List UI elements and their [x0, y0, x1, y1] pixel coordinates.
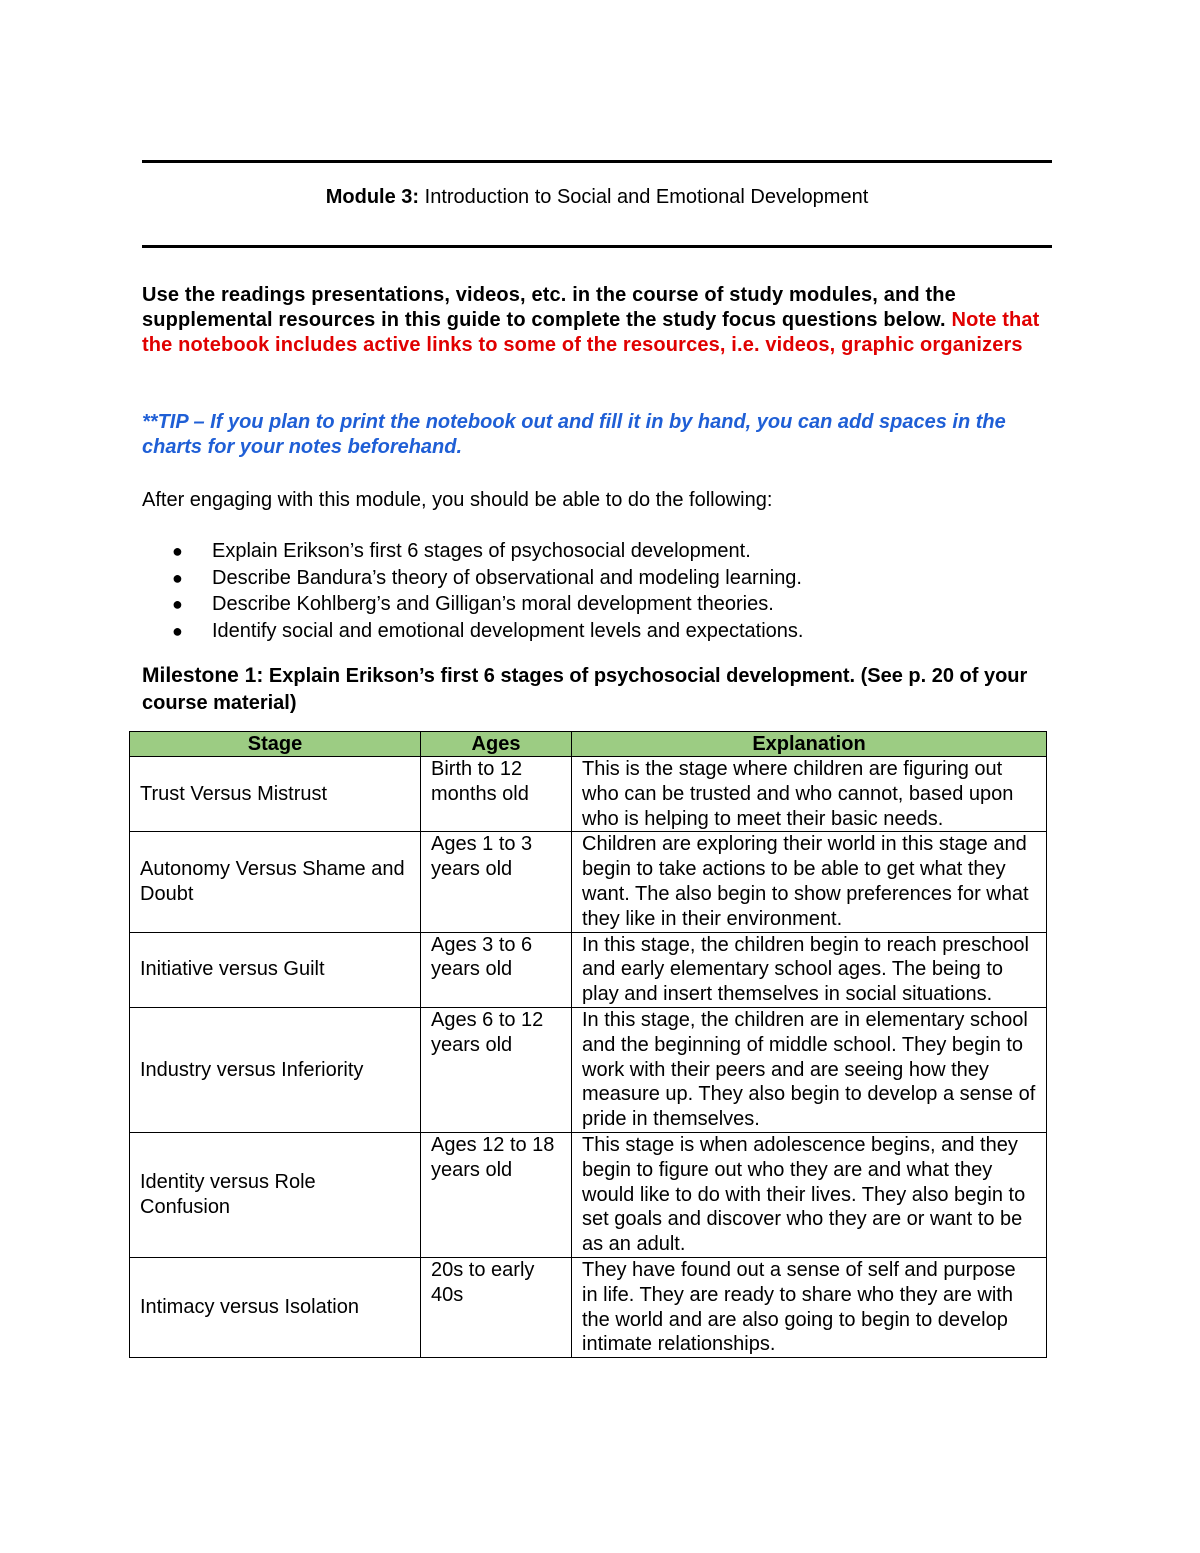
- top-divider: [142, 160, 1052, 163]
- explanation-cell: This is the stage where children are figuring out who can be trusted and who cannot, based upon who is helping to meet their basic needs.: [572, 757, 1047, 832]
- erikson-stages-table: [129, 731, 1047, 1358]
- bottom-divider: [142, 245, 1052, 248]
- table-row: [130, 832, 1047, 932]
- list-item: [142, 538, 1062, 565]
- table-row: [130, 757, 1047, 832]
- stage-cell: Industry versus Inferiority: [130, 1007, 421, 1132]
- intro-paragraph: After engaging with this module, you should be able to do the following:: [142, 489, 773, 511]
- ages-cell: Ages 12 to 18 years old: [421, 1132, 572, 1257]
- milestone-text: Explain Erikson’s first 6 stages of psychosocial development. (See p. 20 of your course material): [142, 665, 1028, 714]
- table-row: [130, 1007, 1047, 1132]
- explanation-cell: They have found out a sense of self and purpose in life. They are ready to share who they are with the world and are also going to begin to develop intimate relationships.: [572, 1257, 1047, 1357]
- instructions-paragraph: [142, 283, 1062, 358]
- objective-text: Identify social and emotional development levels and expectations.: [212, 620, 804, 643]
- bullet-icon: ●: [172, 594, 183, 615]
- instructions-main: Use the readings presentations, videos, etc. in the course of study modules, and the supplemental resources in this guide to complete the study focus questions below.: [142, 284, 956, 331]
- table-row: [130, 932, 1047, 1007]
- explanation-cell: In this stage, the children are in elementary school and the beginning of middle school. They begin to work with their peers and are seeing how they measure up. They also begin to develop a sense of pride in themselves.: [572, 1007, 1047, 1132]
- explanation-cell: This stage is when adolescence begins, and they begin to figure out who they are and what they would like to do with their lives. They also begin to set goals and discover who they are or want to be as an adult.: [572, 1132, 1047, 1257]
- ages-cell: 20s to early 40s: [421, 1257, 572, 1357]
- module-title-text: Introduction to Social and Emotional Development: [424, 186, 869, 208]
- ages-cell: Ages 3 to 6 years old: [421, 932, 572, 1007]
- stage-cell: Identity versus Role Confusion: [130, 1132, 421, 1257]
- table-row: [130, 1132, 1047, 1257]
- list-item: [142, 618, 1062, 645]
- stage-cell: Autonomy Versus Shame and Doubt: [130, 832, 421, 932]
- module-label: Module 3:: [325, 186, 420, 208]
- tip-paragraph: **TIP – If you plan to print the notebook out and fill it in by hand, you can add spaces in the charts for your notes beforehand.: [142, 411, 1006, 458]
- bullet-icon: ●: [172, 541, 183, 561]
- milestone-heading: [142, 662, 1062, 717]
- ages-cell: Ages 1 to 3 years old: [421, 832, 572, 932]
- objective-text: Describe Bandura’s theory of observational and modeling learning.: [212, 566, 802, 589]
- milestone-label: Milestone 1:: [142, 664, 264, 687]
- table-header-row: [130, 732, 1047, 757]
- module-heading: [142, 184, 1052, 210]
- ages-cell: Ages 6 to 12 years old: [421, 1007, 572, 1132]
- list-item: [142, 565, 1062, 592]
- ages-cell: Birth to 12 months old: [421, 757, 572, 832]
- objectives-list: [142, 538, 1062, 645]
- objective-text: Describe Kohlberg’s and Gilligan’s moral development theories.: [212, 593, 774, 616]
- stage-cell: Trust Versus Mistrust: [130, 757, 421, 832]
- objective-text: Explain Erikson’s first 6 stages of psychosocial development.: [212, 540, 751, 562]
- explanation-cell: Children are exploring their world in this stage and begin to take actions to be able to get what they want. The also begin to show preferences for what they like in their environment.: [572, 832, 1047, 932]
- bullet-icon: ●: [172, 621, 183, 642]
- list-item: [142, 591, 1062, 618]
- table-row: [130, 1257, 1047, 1357]
- header-ages: Ages: [421, 732, 572, 757]
- instructions-note: Note that the notebook includes active links to some of the resources, i.e. videos, graphic organizers: [142, 309, 1040, 356]
- explanation-cell: In this stage, the children begin to reach preschool and early elementary school ages. The being to play and insert themselves in social situations.: [572, 932, 1047, 1007]
- stage-cell: Initiative versus Guilt: [130, 932, 421, 1007]
- header-explanation: Explanation: [572, 732, 1047, 757]
- header-stage: Stage: [130, 732, 421, 757]
- stage-cell: Intimacy versus Isolation: [130, 1257, 421, 1357]
- bullet-icon: ●: [172, 567, 183, 588]
